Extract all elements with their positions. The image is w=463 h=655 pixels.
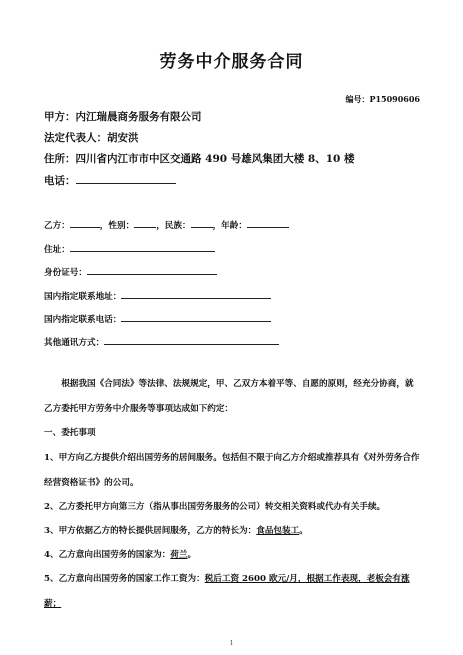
item-2: 2、乙方委托甲方向第三方（指从事出国劳务服务的公司）转交相关资料或代办有关手续。: [44, 502, 386, 512]
party-a-name-line: [44, 109, 202, 124]
party-b-address-blank: [70, 250, 215, 252]
item-5: [44, 567, 422, 617]
item-4-suffix: 。: [187, 550, 197, 560]
item-4-prefix: 4、乙方意向出国劳务的国家为：: [44, 550, 171, 560]
party-b-info-line: [44, 219, 289, 231]
party-b-id-line: [44, 266, 217, 278]
party-a-phone-label: 电话：: [44, 175, 76, 187]
item-5-value: 税后工资 2600 欧元/月，根据工作表现，老板会有涨薪；: [44, 574, 410, 609]
item-1: 1、甲方向乙方提供介绍出国劳务的居间服务。包括但不限于向乙方介绍或推荐具有《对外劳务合作经营资格证书》的公司。: [44, 453, 420, 488]
party-b-gender-blank: [134, 226, 156, 228]
item-3-prefix: 3、甲方依据乙方的特长提供居间服务，乙方的特长为：: [44, 526, 257, 536]
item-4-value: 荷兰: [170, 550, 188, 560]
party-b-id-label: 身份证号：: [44, 268, 87, 278]
item-4: [44, 543, 422, 568]
party-a-address-line: [44, 151, 354, 166]
party-b-ethnicity-label: ，民族：: [156, 221, 191, 231]
item-5-prefix: 5、乙方意向出国劳务的国家工作工资为：: [44, 574, 205, 584]
party-a-rep-line: [44, 130, 139, 145]
party-b-gender-label: ，性别：: [99, 221, 135, 231]
party-a-name: 内江瑞晨商务服务有限公司: [75, 111, 202, 123]
party-a-rep: 胡安洪: [107, 132, 139, 144]
page-number: 1: [229, 640, 234, 647]
party-b-other-contact-blank: [104, 343, 279, 345]
party-a-phone-blank: [76, 182, 176, 184]
party-b-address-label: 住址：: [44, 245, 70, 255]
document-title: 劳务中介服务合同: [159, 52, 304, 72]
section1-title: 一、委托事项: [44, 428, 96, 438]
item-3-value: 食品包装工: [256, 526, 300, 536]
party-b-domestic-address-line: [44, 290, 271, 302]
party-b-name-label: 乙方：: [44, 221, 70, 231]
party-b-domestic-phone-label: 国内指定联系电话：: [44, 315, 122, 325]
intro-paragraph: 根据我国《合同法》等法律、法规规定，甲、乙双方本着平等、自愿的原则，经充分协商，就乙方委托甲方劳务中介服务等事项达成如下约定：: [44, 379, 414, 414]
party-b-domestic-address-label: 国内指定联系地址：: [44, 292, 122, 302]
party-b-address-line: [44, 243, 215, 255]
party-b-domestic-address-blank: [121, 297, 271, 299]
party-b-age-blank: [247, 226, 289, 228]
item-3: [44, 519, 422, 544]
party-a-name-label: 甲方：: [44, 111, 76, 123]
party-b-id-blank: [87, 273, 217, 275]
party-a-address: 四川省内江市市中区交通路 490 号雄风集团大楼 8、10 楼: [75, 153, 355, 165]
party-b-ethnicity-blank: [191, 226, 213, 228]
party-b-domestic-phone-blank: [121, 320, 271, 322]
party-b-other-contact-label: 其他通讯方式：: [44, 338, 105, 348]
party-a-phone-line: [44, 173, 176, 188]
party-a-address-label: 住所：: [44, 153, 76, 165]
party-a-rep-label: 法定代表人：: [44, 132, 107, 144]
item-3-suffix: 。: [299, 526, 308, 536]
party-b-domestic-phone-line: [44, 313, 271, 325]
party-b-other-contact-line: [44, 336, 279, 348]
contract-number: 编号：P15090606: [345, 94, 420, 104]
party-b-age-label: ，年龄：: [212, 221, 247, 231]
party-b-name-blank: [70, 226, 100, 228]
